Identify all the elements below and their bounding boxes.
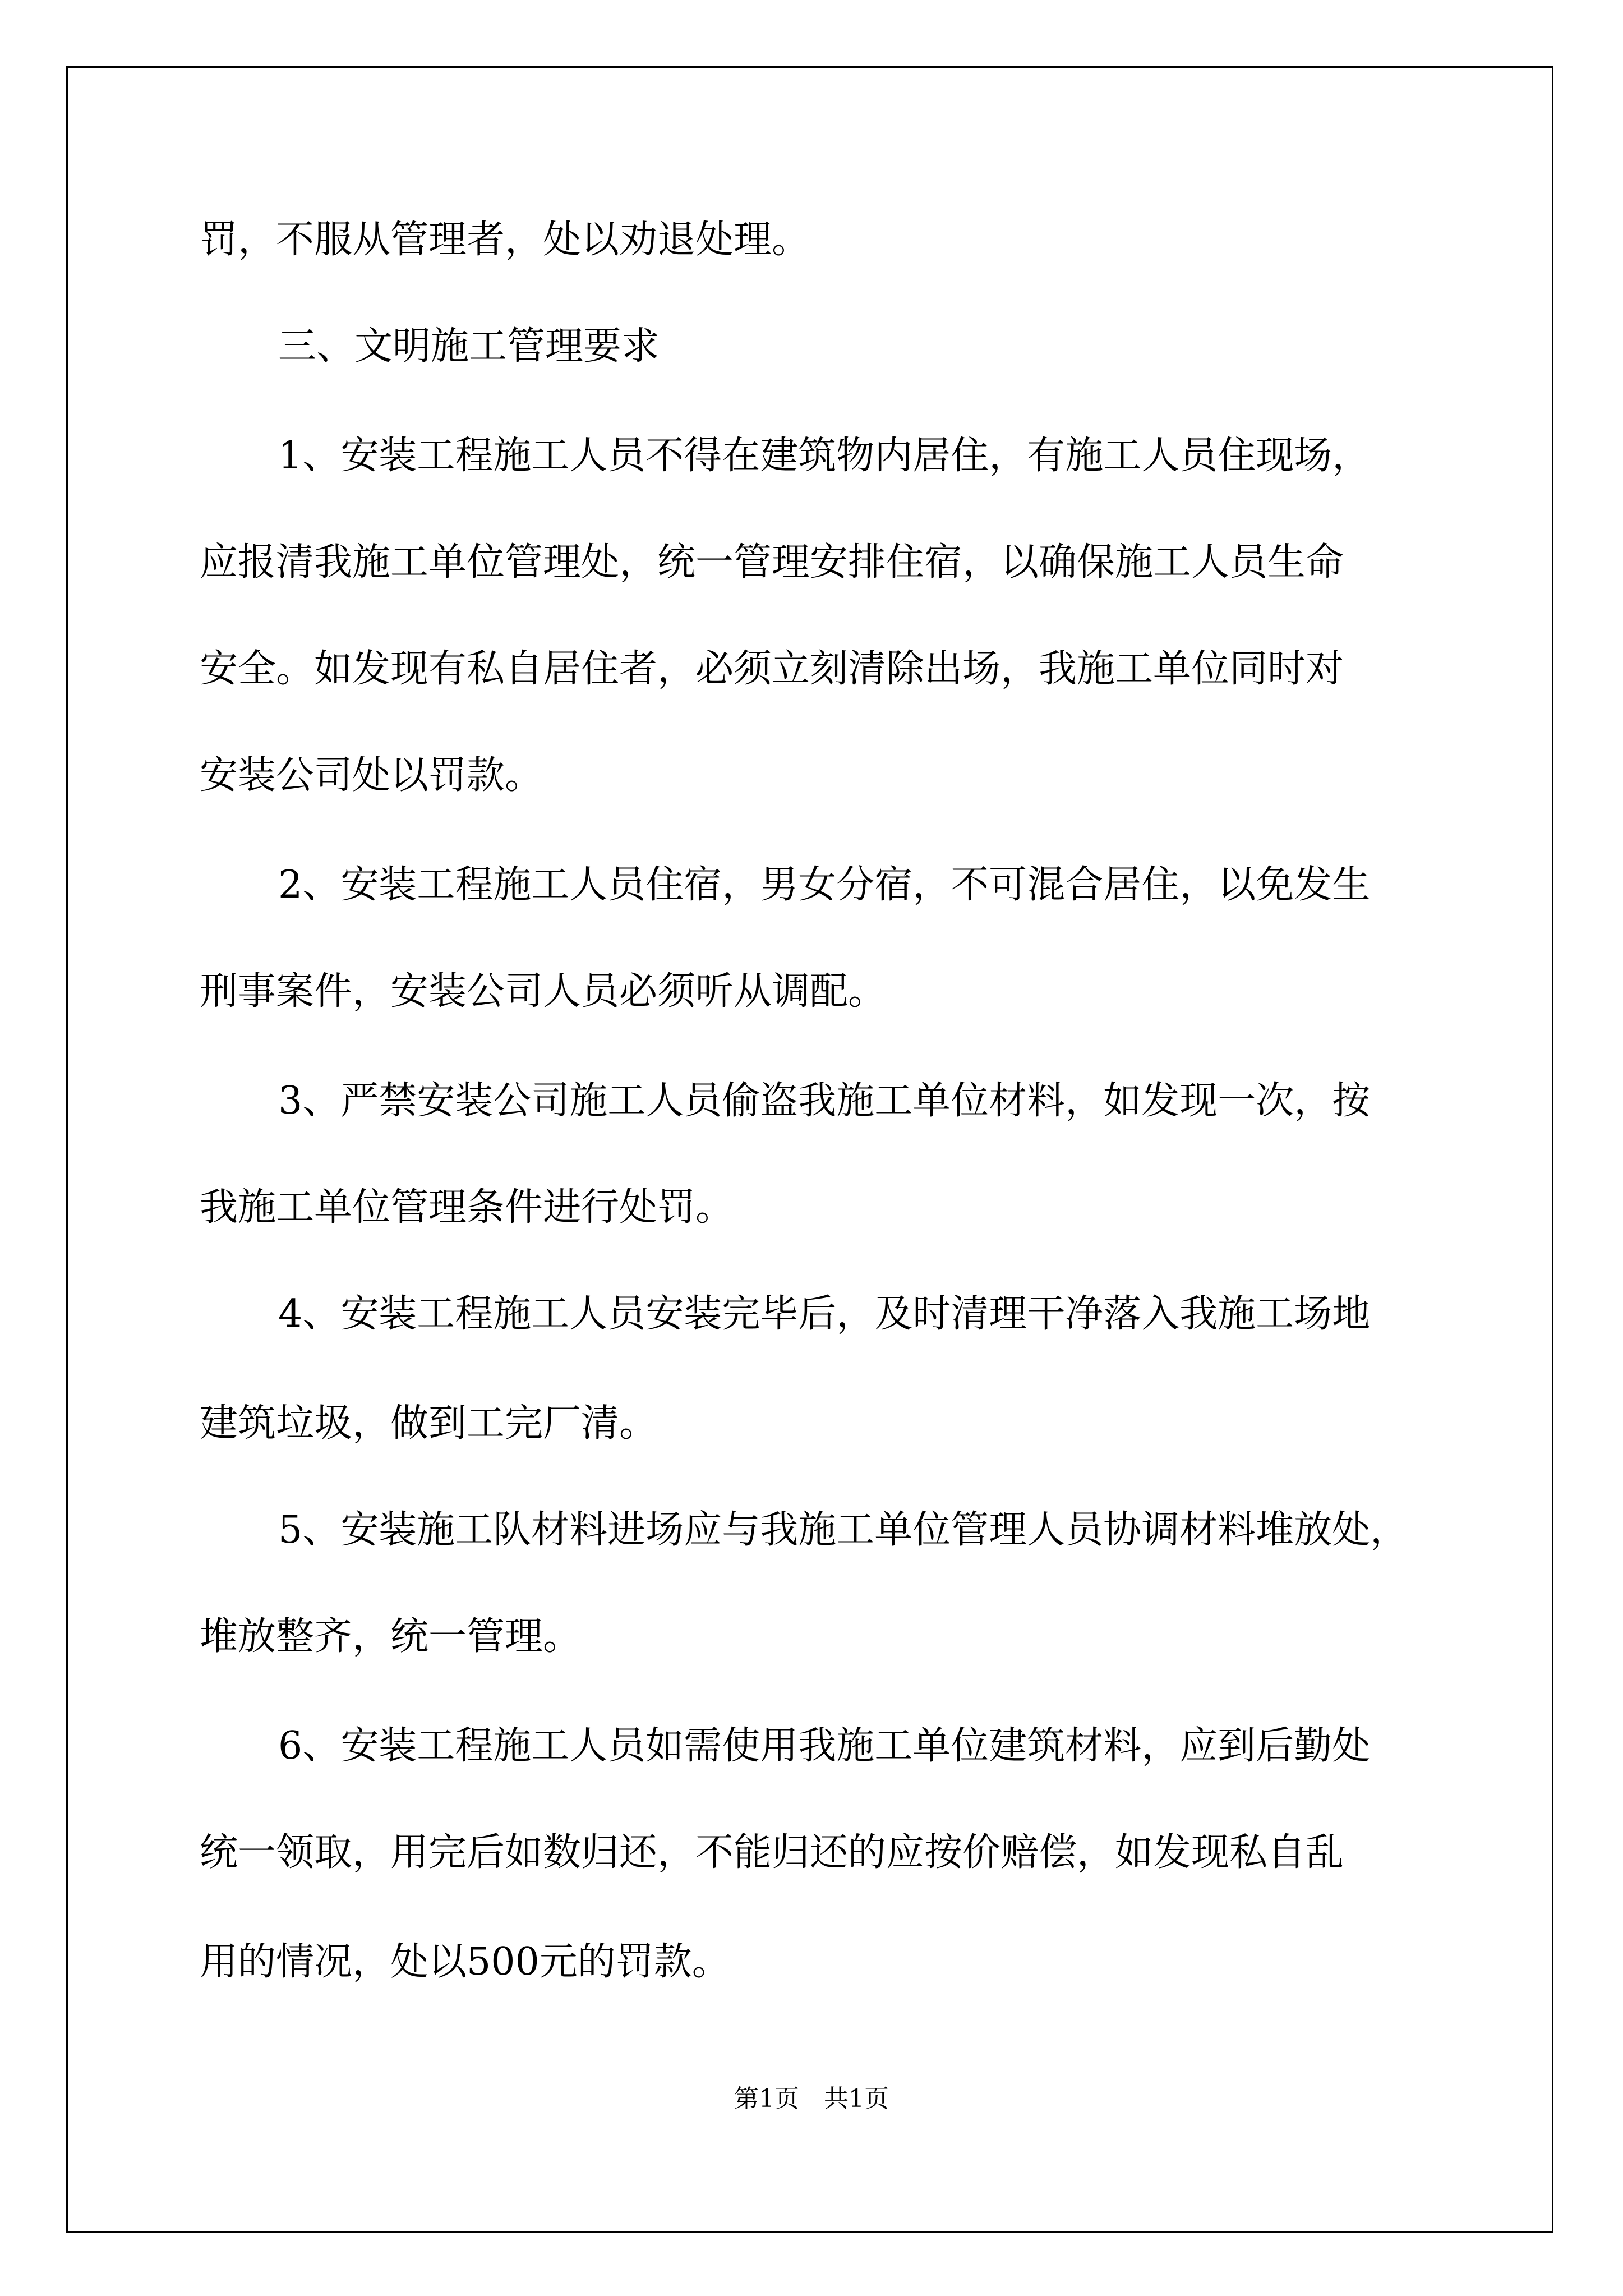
paragraph-line: 建筑垃圾，做到工完厂清。 [200,1401,658,1446]
paragraph-line: 5、安装施工队材料进场应与我施工单位管理人员协调材料堆放处， [278,1508,1409,1552]
page-footer [0,2082,1623,2116]
paragraph-line: 罚，不服从管理者，处以劝退处理。 [200,218,810,262]
paragraph-line: 6、安装工程施工人员如需使用我施工单位建筑材料，应到后勤处 [278,1724,1371,1768]
page-total: 共1页 [824,2085,889,2113]
paragraph-line: 刑事案件，安装公司人员必须听从调配。 [200,969,887,1014]
paragraph-line: 2、安装工程施工人员住宿，男女分宿，不可混合居住，以免发生 [278,863,1371,907]
page-border [66,66,1553,2233]
paragraph-line: 安全。如发现有私自居住者，必须立刻清除出场，我施工单位同时对 [200,647,1344,691]
paragraph-line: 3、严禁安装公司施工人员偷盗我施工单位材料，如发现一次，按 [278,1079,1371,1123]
paragraph-line: 统一领取，用完后如数归还，不能归还的应按价赔偿，如发现私自乱 [200,1830,1344,1875]
page-number: 第1页 [734,2085,799,2113]
paragraph-line: 用的情况，处以500元的罚款。 [200,1940,730,1984]
paragraph-line: 1、安装工程施工人员不得在建筑物内居住，有施工人员住现场， [278,434,1371,478]
paragraph-line: 我施工单位管理条件进行处罚。 [200,1185,734,1230]
paragraph-line: 安装公司处以罚款。 [200,753,543,798]
section-heading: 三、文明施工管理要求 [278,324,660,369]
paragraph-line: 应报清我施工单位管理处，统一管理安排住宿，以确保施工人员生命 [200,540,1344,585]
paragraph-line: 堆放整齐，统一管理。 [200,1614,582,1659]
paragraph-line: 4、安装工程施工人员安装完毕后，及时清理干净落入我施工场地 [278,1292,1371,1336]
